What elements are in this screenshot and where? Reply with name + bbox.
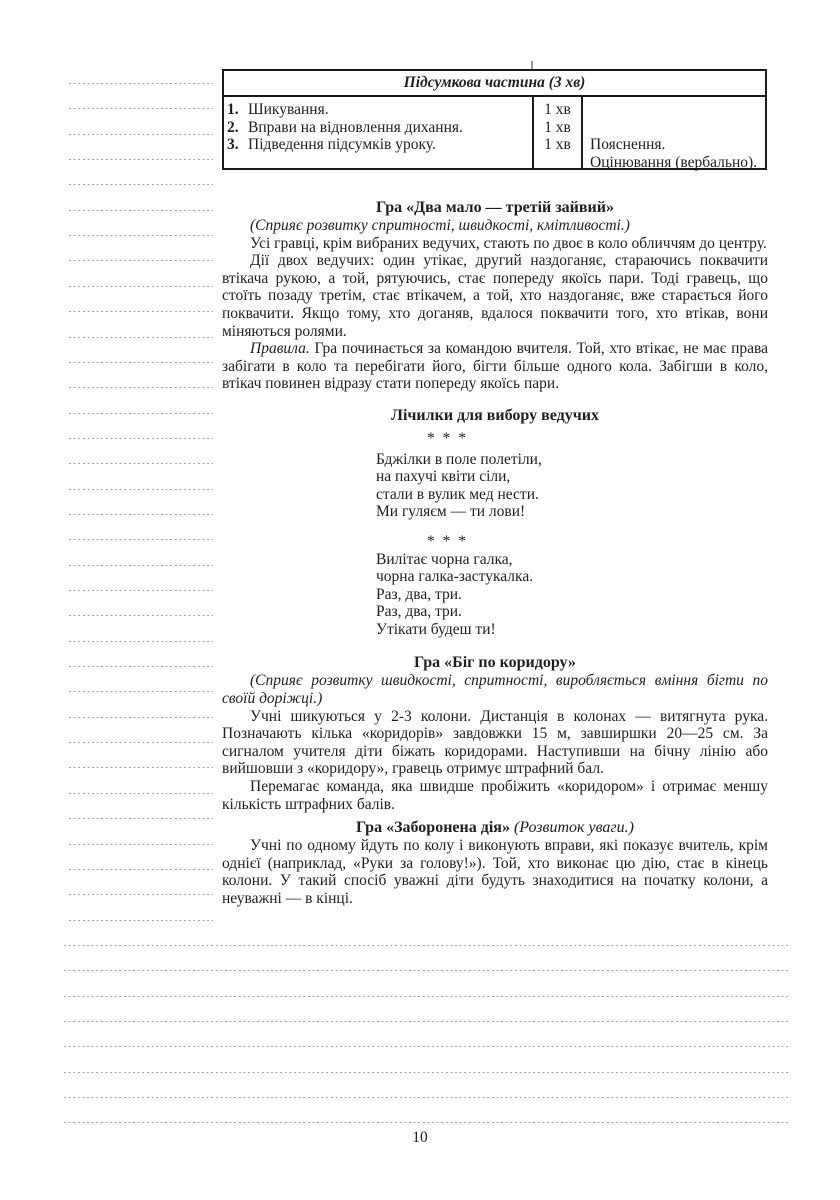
table-row — [227, 101, 528, 119]
lesson-summary-table — [222, 69, 767, 170]
poem-line: Раз, два, три. — [376, 585, 462, 603]
time-value: 1 хв — [544, 118, 571, 136]
ruled-line — [64, 1021, 791, 1022]
table-column-time — [532, 97, 583, 168]
ruled-line — [69, 387, 213, 388]
ruled-line — [69, 235, 213, 236]
poem-1 — [376, 451, 768, 521]
ruled-line — [69, 844, 213, 845]
row-number: 2. — [227, 118, 239, 136]
ruled-line — [69, 742, 213, 743]
ruled-line — [69, 691, 213, 692]
poem-line: Ми гуляєм — ти лови! — [376, 503, 526, 521]
ruled-line — [64, 945, 791, 946]
ruled-line — [69, 108, 213, 109]
ruled-line — [69, 641, 213, 642]
ruled-line — [69, 184, 213, 185]
ruled-line — [69, 413, 213, 414]
table-row — [227, 119, 528, 137]
ruled-line — [69, 311, 213, 312]
poem-line: Вилітає чорна галка, — [376, 550, 513, 568]
ruled-line — [69, 894, 213, 895]
ruled-line — [69, 438, 213, 439]
poem-line: Бджілки в поле полетіли, — [376, 450, 542, 468]
rules-label: Правила. — [250, 340, 310, 358]
ruled-line — [69, 920, 213, 921]
time-value: 1 хв — [544, 101, 571, 118]
page-text — [222, 199, 768, 908]
ruled-line — [69, 286, 213, 287]
table-title: Підсумкова частина (3 хв) — [224, 71, 765, 97]
ruled-line — [69, 565, 213, 566]
ruled-line — [69, 463, 213, 464]
game1-paragraph: Дії двох ведучих: один утікає, другий наздоганяє, стараючись поквачити втікача рукою, а той, рятуючись, стає попереду якоїсь пари. Тоді гравець, що стоїть позаду третім, стає втікачем, а той, хто наздоганяє, вже старається його поквачити. Якщо тому, хто доганяв, вдалося поквачити того, хто втікав, вони міняються ролями. — [222, 252, 768, 340]
game2-paragraph: Перемагає команда, яка швидше пробіжить «коридором» і отримає меншу кількість штрафних балів. — [222, 778, 768, 813]
table-column-activities — [224, 97, 532, 168]
ruled-line — [64, 1072, 791, 1073]
game3-title — [222, 819, 768, 837]
game3-paragraph: Учні по одному йдуть по колу і виконують вправи, які показує вчитель, крім однієї (наприклад, «Руки за голову!»). Той, хто виконає цю дію, стає в кінець колони. У такий спосіб уважні діти будуть знаходитися на початку колони, а неуважні — в кінці. — [222, 837, 768, 907]
row-activity: Підведення підсумків уроку. — [248, 136, 436, 153]
ruled-line — [69, 134, 213, 135]
ruled-line — [69, 615, 213, 616]
note-line: Оцінювання (вербально). — [590, 153, 758, 171]
poem-2 — [376, 551, 768, 639]
game1-rules-paragraph — [222, 340, 768, 393]
ruled-line — [64, 1097, 791, 1098]
ruled-line — [64, 996, 791, 997]
ruled-line — [69, 666, 213, 667]
ruled-line — [69, 818, 213, 819]
ruled-line — [64, 970, 791, 971]
ruled-line — [69, 83, 213, 84]
poem-line: чорна галка-застукалка. — [376, 568, 534, 586]
poem-line: Утікати будеш ти! — [376, 620, 496, 638]
ruled-line — [69, 362, 213, 363]
ruled-line — [69, 539, 213, 540]
game3-title-text: Гра «Заборонена дія» — [356, 819, 510, 837]
poem-line: на пахучі квіти сіли, — [376, 468, 511, 486]
ruled-line — [69, 590, 213, 591]
ruled-line — [64, 1122, 791, 1123]
table-body — [224, 97, 765, 171]
ruled-line — [69, 337, 213, 338]
stars-separator: * * * — [427, 532, 468, 550]
game2-title: Гра «Біг по коридору» — [414, 654, 576, 672]
ruled-line — [69, 260, 213, 261]
game1-paragraph: Усі гравці, крім вибраних ведучих, стають по двоє в коло обличчям до центру. — [250, 234, 767, 252]
row-number: 3. — [227, 136, 239, 153]
rules-text: Гра починається за командою вчителя. Той, хто втікає, не має права забігати в коло та перебігати його, бігти більше одного кола. Забігши в коло, втікач повинен відразу стати попереду якоїсь пари. — [222, 340, 769, 393]
game1-purpose: (Сприяє розвитку спритності, швидкості, кмітливості.) — [250, 217, 630, 234]
stars-separator: * * * — [427, 429, 468, 447]
game2-paragraph: Учні шикуються у 2-3 колони. Дистанція в колонах — витягнута рука. Позначають кілька «коридорів» завдовжки 15 м, завширшки 20—25 см. За сигналом учителя діти біжать коридорами. Наступивши на бічну лінію або вийшовши з «коридору», гравець отримує штрафний бал. — [222, 707, 768, 778]
row-activity: Вправи на відновлення дихання. — [248, 118, 463, 136]
game3-title-note: (Розвиток уваги.) — [513, 819, 634, 837]
table-column-line-remnant — [531, 61, 533, 69]
counters-title: Лічилки для вибору ведучих — [391, 406, 599, 424]
poem-line: Раз, два, три. — [376, 603, 462, 621]
ruled-line — [69, 489, 213, 490]
page-number: 10 — [412, 1129, 428, 1146]
ruled-line — [69, 767, 213, 768]
table-column-notes — [583, 97, 765, 171]
ruled-line — [69, 159, 213, 160]
ruled-line — [69, 210, 213, 211]
ruled-line — [69, 869, 213, 870]
poem-line: стали в вулик мед нести. — [376, 485, 539, 503]
ruled-line — [69, 793, 213, 794]
ruled-line — [64, 1046, 791, 1047]
ruled-line — [69, 717, 213, 718]
game2-purpose: (Сприяє розвитку швидкості, спритності, виробляється вміння бігти по своїй доріжці.) — [222, 672, 768, 708]
row-number: 1. — [227, 101, 239, 118]
ruled-line — [69, 514, 213, 515]
game1-title: Гра «Два мало — третій зайвий» — [376, 199, 614, 216]
table-row — [227, 136, 528, 154]
row-activity: Шикування. — [248, 101, 329, 118]
time-value: 1 хв — [544, 136, 571, 153]
note-line: Пояснення. — [590, 136, 666, 153]
